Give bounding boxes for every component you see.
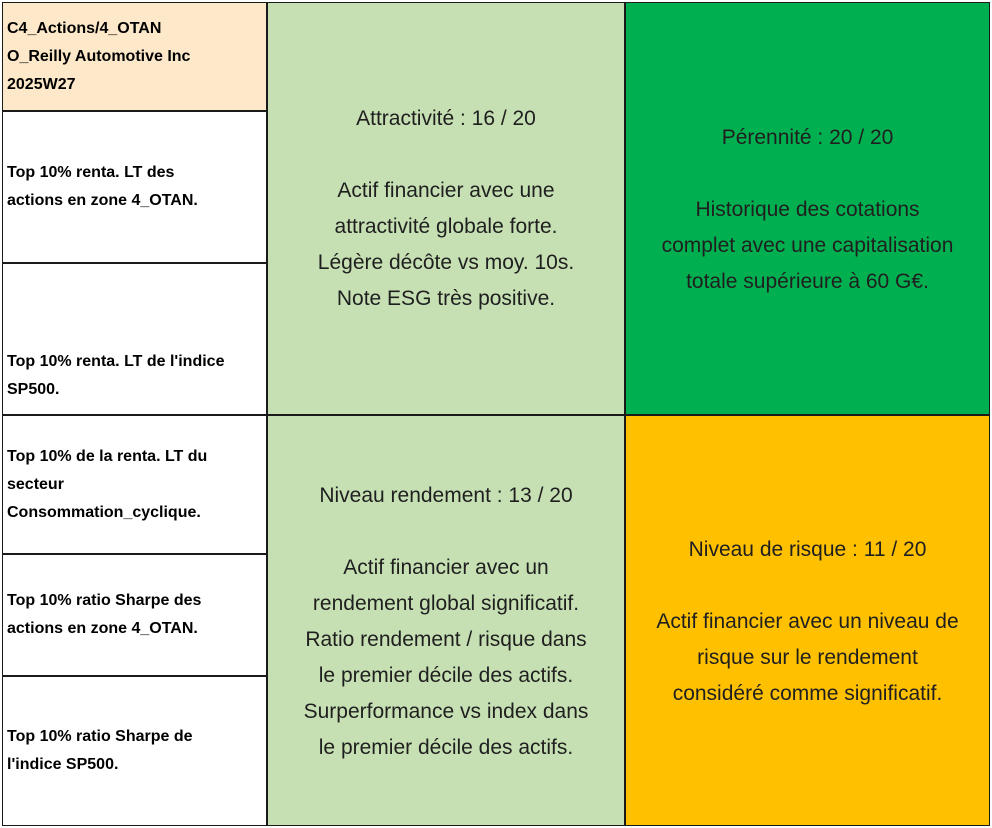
header-week: 2025W27 — [7, 75, 76, 93]
criteria-cell — [2, 554, 267, 676]
header-company: O_Reilly Automotive Inc — [7, 47, 191, 65]
perennite-body: Historique des cotations complet avec une capitalisation totale supérieure à 60 G€. — [661, 198, 954, 293]
criteria-text: Top 10% ratio Sharpe de l'indice SP500. — [7, 728, 193, 773]
criteria-cell — [2, 676, 267, 826]
criteria-text: Top 10% renta. LT des actions en zone 4_OTAN. — [7, 164, 198, 209]
criteria-text: Top 10% renta. LT de l'indice SP500. — [7, 353, 225, 398]
criteria-cell — [2, 111, 267, 263]
attractivite-title: Attractivité : 16 / 20 — [356, 107, 536, 130]
rendement-panel — [267, 415, 625, 826]
risque-panel — [625, 415, 990, 826]
header-category: C4_Actions/4_OTAN — [7, 19, 162, 37]
criteria-cell — [2, 415, 267, 554]
rendement-body: Actif financier avec un rendement global significatif. Ratio rendement / risque dans le premier décile des actifs. Surperformance vs index dans le premier décile des actifs. — [303, 556, 589, 759]
attractivite-panel — [267, 2, 625, 415]
criteria-cell — [2, 263, 267, 415]
risque-body: Actif financier avec un niveau de risque sur le rendement considéré comme significatif. — [656, 610, 959, 705]
perennite-title: Pérennité : 20 / 20 — [721, 126, 894, 149]
perennite-panel — [625, 2, 990, 415]
risque-title: Niveau de risque : 11 / 20 — [688, 538, 927, 561]
criteria-text: Top 10% de la renta. LT du secteur Consommation_cyclique. — [7, 447, 208, 521]
rendement-title: Niveau rendement : 13 / 20 — [319, 484, 573, 507]
criteria-text: Top 10% ratio Sharpe des actions en zone 4_OTAN. — [7, 592, 202, 637]
attractivite-body: Actif financier avec une attractivité globale forte. Légère décôte vs moy. 10s. Note ESG très positive. — [317, 179, 575, 310]
header-cell — [2, 2, 267, 111]
